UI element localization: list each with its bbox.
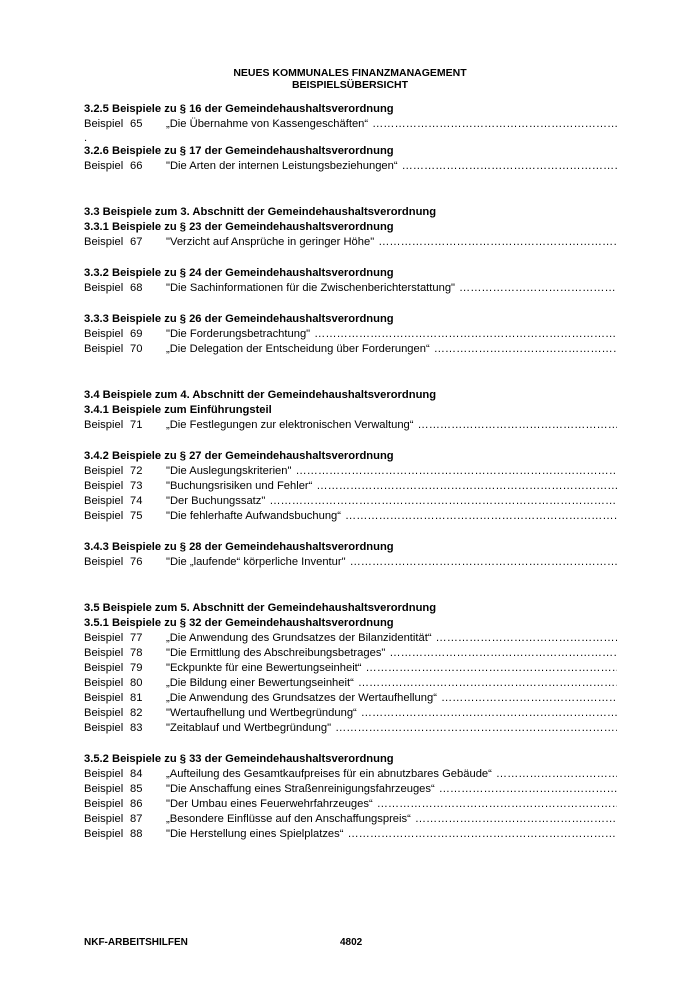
item-title: "Der Buchungssatz" — [166, 495, 266, 507]
item-label: Beispiel — [84, 480, 124, 492]
item-label: Beispiel — [84, 236, 124, 248]
item-number: 73 — [130, 480, 143, 492]
item-label: Beispiel — [84, 783, 124, 795]
chapter-heading-3-4: 3.4 Beispiele zum 4. Abschnitt der Gemeindehaushaltsverordnung — [84, 389, 437, 401]
item-number: 88 — [130, 828, 143, 840]
footer-title: NKF-ARBEITSHILFEN — [84, 937, 188, 948]
item-number: 70 — [130, 343, 143, 355]
item-number: 76 — [130, 556, 143, 568]
leader-dots — [389, 646, 617, 661]
item-title: „Die Anwendung des Grundsatzes der Wertaufhellung“ — [166, 692, 437, 704]
item-number: 68 — [130, 282, 143, 294]
leader-dots — [361, 706, 617, 721]
list-item[interactable] — [84, 509, 617, 524]
item-number: 78 — [130, 647, 143, 659]
item-number: 80 — [130, 677, 143, 689]
item-label: Beispiel — [84, 632, 124, 644]
item-title: "Wertaufhellung und Wertbegründung“ — [166, 707, 357, 719]
item-label: Beispiel — [84, 495, 124, 507]
item-number: 67 — [130, 236, 143, 248]
item-title: "Buchungsrisiken und Fehler“ — [166, 480, 313, 492]
item-label: Beispiel — [84, 813, 124, 825]
leader-dots — [316, 479, 617, 494]
leader-dots — [378, 235, 617, 250]
leader-dots — [314, 327, 617, 342]
document-header — [0, 67, 700, 91]
list-item[interactable] — [84, 418, 617, 433]
item-label: Beispiel — [84, 328, 124, 340]
list-item[interactable] — [84, 479, 617, 494]
leader-dots — [358, 676, 617, 691]
item-label: Beispiel — [84, 828, 124, 840]
list-item[interactable] — [84, 812, 617, 827]
item-label: Beispiel — [84, 692, 124, 704]
item-title: "Die Anschaffung eines Straßenreinigungsfahrzeuges“ — [166, 783, 435, 795]
list-item[interactable] — [84, 342, 617, 357]
item-number: 84 — [130, 768, 143, 780]
list-item[interactable] — [84, 676, 617, 691]
header-subtitle: BEISPIELSÜBERSICHT — [291, 79, 409, 91]
item-title: "Die Auslegungskriterien" — [166, 465, 292, 477]
list-item[interactable] — [84, 767, 617, 782]
item-label: Beispiel — [84, 118, 124, 130]
leader-dots — [269, 494, 617, 509]
item-title: „Die Übernahme von Kassengeschäften“ — [166, 118, 369, 130]
list-item[interactable] — [84, 494, 617, 509]
list-item[interactable] — [84, 661, 617, 676]
list-item[interactable] — [84, 797, 617, 812]
item-label: Beispiel — [84, 768, 124, 780]
list-item[interactable] — [84, 464, 617, 479]
list-item[interactable] — [84, 555, 617, 570]
item-number: 83 — [130, 722, 143, 734]
item-number: 74 — [130, 495, 143, 507]
list-item[interactable] — [84, 235, 617, 250]
item-label: Beispiel — [84, 510, 124, 522]
item-label: Beispiel — [84, 419, 124, 431]
item-label: Beispiel — [84, 722, 124, 734]
section-heading-3-3-3: 3.3.3 Beispiele zu § 26 der Gemeindehaushaltsverordnung — [84, 313, 394, 325]
leader-dots — [441, 691, 617, 706]
chapter-heading-3-3: 3.3 Beispiele zum 3. Abschnitt der Gemeindehaushaltsverordnung — [84, 206, 437, 218]
section-heading-3-2-5: 3.2.5 Beispiele zu § 16 der Gemeindehaushaltsverordnung — [84, 103, 394, 115]
item-number: 72 — [130, 465, 143, 477]
list-item[interactable] — [84, 159, 617, 174]
item-number: 86 — [130, 798, 143, 810]
item-number: 82 — [130, 707, 143, 719]
leader-dots — [439, 782, 617, 797]
item-label: Beispiel — [84, 282, 124, 294]
item-title: "Eckpunkte für eine Bewertungseinheit“ — [166, 662, 362, 674]
list-item[interactable] — [84, 281, 617, 296]
list-item[interactable] — [84, 691, 617, 706]
item-title: „Aufteilung des Gesamtkaufpreises für ein abnutzbares Gebäude“ — [166, 768, 492, 780]
leader-dots — [459, 281, 617, 296]
item-label: Beispiel — [84, 160, 124, 172]
item-label: Beispiel — [84, 343, 124, 355]
item-title: „Die Delegation der Entscheidung über Forderungen“ — [166, 343, 430, 355]
leader-dots — [402, 159, 617, 174]
leader-dots — [436, 631, 617, 646]
item-number: 71 — [130, 419, 143, 431]
stray-mark: . — [84, 132, 88, 144]
item-number: 69 — [130, 328, 143, 340]
list-item[interactable] — [84, 706, 617, 721]
header-title: NEUES KOMMUNALES FINANZMANAGEMENT — [233, 67, 467, 79]
item-title: „Besondere Einflüsse auf den Anschaffungspreis“ — [166, 813, 411, 825]
leader-dots — [434, 342, 617, 357]
item-number: 81 — [130, 692, 143, 704]
item-label: Beispiel — [84, 556, 124, 568]
section-heading-3-4-1: 3.4.1 Beispiele zum Einführungsteil — [84, 404, 272, 416]
item-number: 79 — [130, 662, 143, 674]
item-title: „Die Bildung einer Bewertungseinheit“ — [166, 677, 354, 689]
leader-dots — [418, 418, 617, 433]
leader-dots — [372, 117, 617, 132]
item-label: Beispiel — [84, 707, 124, 719]
item-label: Beispiel — [84, 465, 124, 477]
item-title: "Der Umbau eines Feuerwehrfahrzeuges“ — [166, 798, 373, 810]
item-title: "Die Ermittlung des Abschreibungsbetrages" — [166, 647, 386, 659]
item-label: Beispiel — [84, 677, 124, 689]
item-title: "Die Herstellung eines Spielplatzes“ — [166, 828, 344, 840]
leader-dots — [415, 812, 617, 827]
list-item[interactable] — [84, 117, 617, 132]
section-heading-3-3-1: 3.3.1 Beispiele zu § 23 der Gemeindehaushaltsverordnung — [84, 221, 394, 233]
leader-dots — [335, 721, 617, 736]
section-heading-3-5-1: 3.5.1 Beispiele zu § 32 der Gemeindehaushaltsverordnung — [84, 617, 394, 629]
item-label: Beispiel — [84, 662, 124, 674]
leader-dots — [496, 767, 617, 782]
list-item[interactable] — [84, 646, 617, 661]
item-title: „Die Anwendung des Grundsatzes der Bilanzidentität“ — [166, 632, 432, 644]
item-title: "Die fehlerhafte Aufwandsbuchung“ — [166, 510, 342, 522]
item-title: „Die Festlegungen zur elektronischen Verwaltung“ — [166, 419, 414, 431]
item-label: Beispiel — [84, 798, 124, 810]
item-title: "Zeitablauf und Wertbegründung" — [166, 722, 332, 734]
item-number: 77 — [130, 632, 143, 644]
item-number: 65 — [130, 118, 143, 130]
leader-dots — [347, 827, 617, 842]
leader-dots — [366, 661, 617, 676]
list-item[interactable] — [84, 721, 617, 736]
section-heading-3-3-2: 3.3.2 Beispiele zu § 24 der Gemeindehaushaltsverordnung — [84, 267, 394, 279]
example-index — [84, 102, 617, 842]
list-item[interactable] — [84, 782, 617, 797]
section-heading-3-5-2: 3.5.2 Beispiele zu § 33 der Gemeindehaushaltsverordnung — [84, 753, 394, 765]
leader-dots — [345, 509, 617, 524]
list-item[interactable] — [84, 827, 617, 842]
chapter-heading-3-5: 3.5 Beispiele zum 5. Abschnitt der Gemeindehaushaltsverordnung — [84, 602, 437, 614]
leader-dots — [295, 464, 617, 479]
list-item[interactable] — [84, 631, 617, 646]
item-number: 87 — [130, 813, 143, 825]
section-heading-3-4-2: 3.4.2 Beispiele zu § 27 der Gemeindehaushaltsverordnung — [84, 450, 394, 462]
item-title: "Verzicht auf Ansprüche in geringer Höhe" — [166, 236, 375, 248]
item-title: "Die Forderungsbetrachtung" — [166, 328, 311, 340]
item-label: Beispiel — [84, 647, 124, 659]
item-title: "Die Sachinformationen für die Zwischenberichterstattung" — [166, 282, 456, 294]
list-item[interactable] — [84, 327, 617, 342]
item-title: "Die „laufende“ körperliche Inventur" — [166, 556, 346, 568]
section-heading-3-4-3: 3.4.3 Beispiele zu § 28 der Gemeindehaushaltsverordnung — [84, 541, 394, 553]
item-number: 66 — [130, 160, 143, 172]
item-title: "Die Arten der internen Leistungsbeziehungen“ — [166, 160, 398, 172]
section-heading-3-2-6: 3.2.6 Beispiele zu § 17 der Gemeindehaushaltsverordnung — [84, 145, 394, 157]
item-number: 85 — [130, 783, 143, 795]
item-number: 75 — [130, 510, 143, 522]
page-number: 4802 — [340, 937, 363, 948]
leader-dots — [377, 797, 617, 812]
leader-dots — [350, 555, 617, 570]
